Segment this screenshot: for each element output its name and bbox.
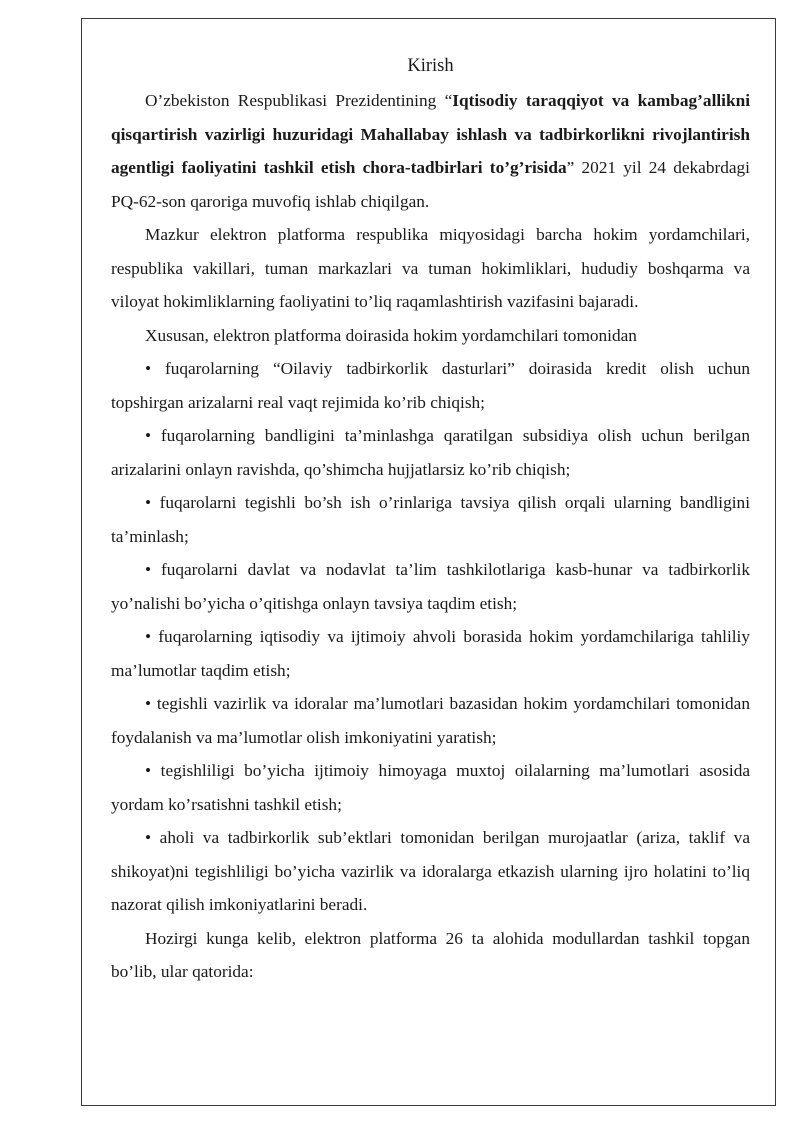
list-item: • aholi va tadbirkorlik sub’ektlari tomonidan berilgan murojaatlar (ariza, taklif va shikoyat)ni tegishliligi bo’yicha vazirlik va idoralarga etkazish ularning ijro holatini to’liq nazorat qilish imkoniyatlarini beradi.	[111, 828, 750, 914]
list-item: • fuqarolarning “Oilaviy tadbirkorlik dasturlari” doirasida kredit olish uchun topshirgan arizalarni real vaqt rejimida ko’rib chiqish;	[111, 359, 750, 412]
list-item: • tegishli vazirlik va idoralar ma’lumotlari bazasidan hokim yordamchilari tomonidan foydalanish va ma’lumotlar olish imkoniyatini yaratish;	[111, 694, 750, 747]
functions-lead-paragraph: Xususan, elektron platforma doirasida hokim yordamchilari tomonidan	[145, 325, 637, 345]
decree-title: Iqtisodiy taraqqiyot va kambag’allikni qisqartirish vazirligi huzuridagi Mahallabay ishlash va tadbirkorlikni rivojlantirish agentligi faoliyatini tashkil etish chora-tadbirlari to’g’risida	[111, 91, 751, 177]
platform-description-paragraph: Mazkur elektron platforma respublika miqyosidagi barcha hokim yordamchilari, respublika vakillari, tuman markazlari va tuman hokimliklari, hududiy boshqarma va viloyat hokimliklarning faoliyatini to’liq raqamlashtirish vazifasini bajaradi.	[111, 225, 750, 311]
page-title: Kirish	[407, 56, 454, 76]
intro-text-start: O’zbekiston Respublikasi Prezidentining “	[145, 91, 453, 110]
list-item: • tegishliligi bo’yicha ijtimoiy himoyaga muxtoj oilalarning ma’lumotlari asosida yordam ko’rsatishni tashkil etish;	[111, 761, 750, 814]
list-item: • fuqarolarni davlat va nodavlat ta’lim tashkilotlariga kasb-hunar va tadbirkorlik yo’nalishi bo’yicha o’qitishga onlayn tavsiya taqdim etish;	[111, 560, 750, 613]
intro-text-end: ” 2021 yil 24 dekabrdagi PQ-62-son qaroriga muvofiq ishlab chiqilgan.	[111, 158, 750, 211]
intro-paragraph	[111, 84, 750, 218]
closing-paragraph: Hozirgi kunga kelib, elektron platforma 26 ta alohida modullardan tashkil topgan bo’lib, ular qatorida:	[111, 928, 750, 981]
list-item: • fuqarolarni tegishli bo’sh ish o’rinlariga tavsiya qilish orqali ularning bandligini ta’minlash;	[111, 493, 750, 546]
list-item: • fuqarolarning bandligini ta’minlashga qaratilgan subsidiya olish uchun berilgan arizalarini onlayn ravishda, qo’shimcha hujjatlarsiz ko’rib chiqish;	[111, 426, 750, 479]
list-item: • fuqarolarning iqtisodiy va ijtimoiy ahvoli borasida hokim yordamchilariga tahliliy ma’lumotlar taqdim etish;	[111, 627, 750, 680]
document-body	[111, 48, 750, 989]
